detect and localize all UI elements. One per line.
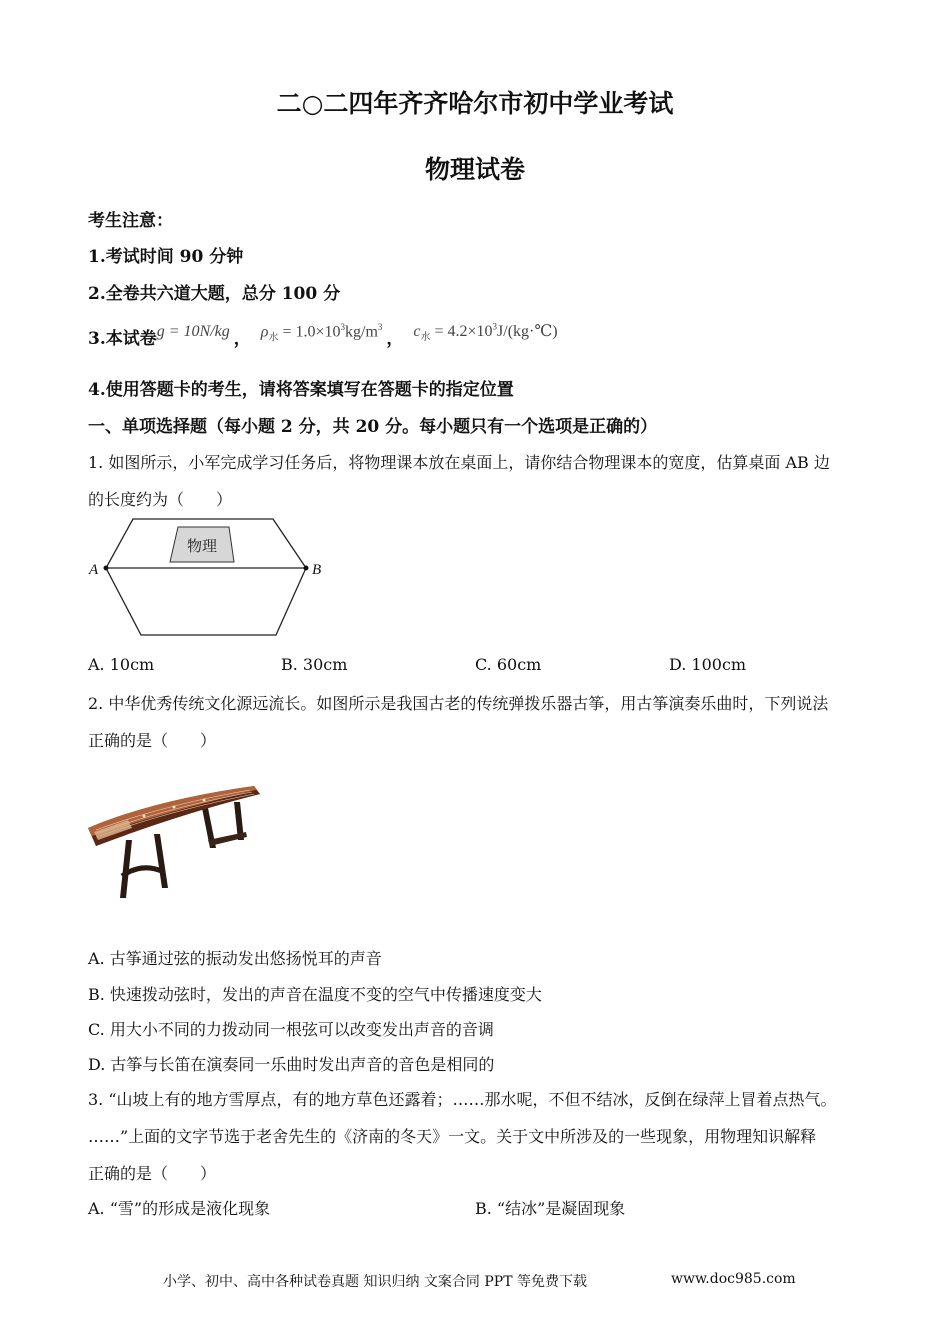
separator: ， [386, 329, 404, 349]
q1-option-b: B. 30cm [281, 655, 348, 674]
c-exponent: 3 [492, 321, 498, 332]
rho-value: = 1.0×10 [278, 323, 341, 340]
separator: ， [233, 329, 251, 349]
q3-text-line-1: 3. “山坡上有的地方雪厚点，有的地方草色还露着；……那水呢，不但不结冰，反倒在绿萍上冒着点热气。 [88, 1090, 837, 1109]
textbook-label: 物理 [186, 537, 218, 555]
notice-heading: 考生注意： [88, 211, 173, 231]
rho-exponent: 3 [340, 321, 345, 332]
rho-unit: kg/m [345, 323, 378, 340]
exam-title: 二○二四年齐齐哈尔市初中学业考试 [276, 89, 674, 118]
q1-option-c: C. 60cm [475, 655, 542, 674]
q3-text-line-2: ……”上面的文字节选于老舍先生的《济南的冬天》一文。关于文中所涉及的一些现象，用物理知识解释 [88, 1127, 817, 1146]
notice-item-1: 1.考试时间 90 分钟 [88, 247, 244, 267]
point-b [304, 566, 309, 571]
formula-g: g = 10N/kg [156, 323, 230, 340]
exam-subtitle: 物理试卷 [424, 155, 525, 184]
q2-text-line-2: 正确的是（ ） [88, 731, 217, 750]
q1-desk-figure [86, 515, 336, 641]
q3-option-b: B. “结冰”是凝固现象 [475, 1199, 626, 1218]
c-subscript: 水 [420, 332, 431, 344]
footer-url[interactable]: www.doc985.com [671, 1271, 796, 1287]
q2-option-c: C. 用大小不同的力拨动同一根弦可以改变发出声音的音调 [88, 1020, 494, 1039]
formula-density [261, 322, 383, 344]
c-value: = 4.2×10 [430, 323, 493, 340]
notice-item-3 [88, 316, 558, 349]
q1-option-d: D. 100cm [669, 655, 747, 674]
section-1-heading: 一、单项选择题（每小题 2 分，共 20 分。每小题只有一个选项是正确的） [88, 417, 658, 437]
guzheng-image [84, 780, 266, 902]
label-a: A [89, 562, 99, 578]
q3-option-a: A. “雪”的形成是液化现象 [88, 1199, 271, 1218]
c-unit: J/(kg·℃) [497, 323, 558, 340]
rho-subscript: 水 [268, 332, 279, 344]
point-a [104, 566, 109, 571]
q1-text-line-1: 1. 如图所示，小军完成学习任务后，将物理课本放在桌面上，请你结合物理课本的宽度，估算桌面 AB 边 [88, 453, 830, 472]
footer-text: 小学、初中、高中各种试卷真题 知识归纳 文案合同 PPT 等免费下载 [163, 1274, 587, 1290]
q2-option-b: B. 快速拨动弦时，发出的声音在温度不变的空气中传播速度变大 [88, 985, 542, 1004]
label-b: B [312, 562, 322, 578]
formula-heat-capacity [413, 321, 557, 343]
q1-option-a: A. 10cm [88, 655, 155, 674]
q2-option-a: A. 古筝通过弦的振动发出悠扬悦耳的声音 [88, 949, 382, 968]
rho-unit-exponent: 3 [377, 321, 383, 332]
q2-option-d: D. 古筝与长笛在演奏同一乐曲时发出声音的音色是相同的 [88, 1055, 495, 1074]
q2-text-line-1: 2. 中华优秀传统文化源远流长。如图所示是我国古老的传统弹拨乐器古筝，用古筝演奏乐曲时，下列说法 [88, 694, 829, 713]
rho-symbol: ρ [260, 323, 269, 340]
c-symbol: c [413, 323, 421, 340]
notice-item-4: 4.使用答题卡的考生，请将答案填写在答题卡的指定位置 [88, 380, 514, 400]
notice-item-3-prefix: 3.本试卷 [88, 329, 157, 349]
notice-item-2: 2.全卷共六道大题，总分 100 分 [88, 284, 341, 304]
q3-text-line-3: 正确的是（ ） [88, 1164, 217, 1183]
q1-text-line-2: 的长度约为（ ） [88, 490, 233, 509]
